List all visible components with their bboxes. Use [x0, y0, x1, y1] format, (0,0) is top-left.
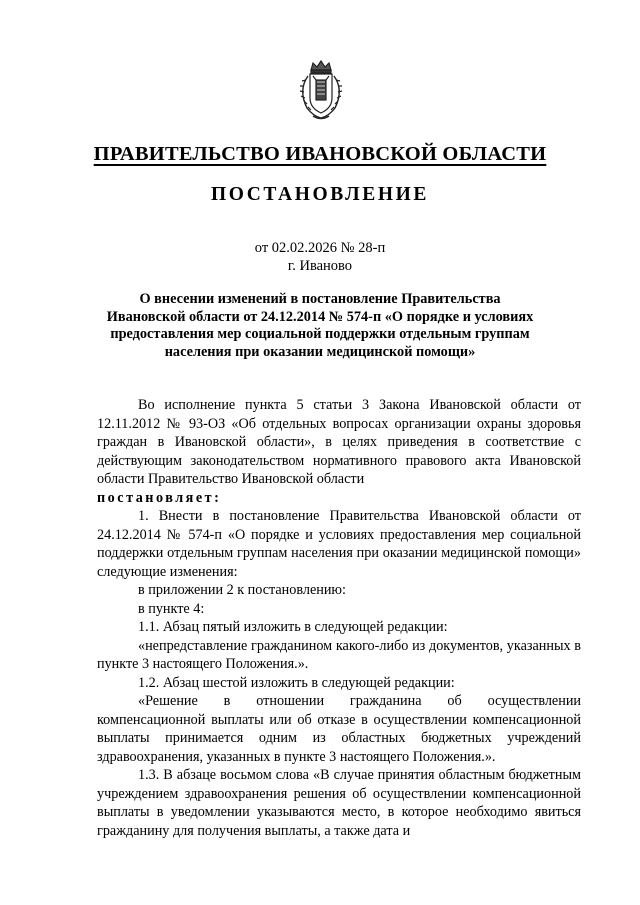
resolves-word: постановляет:: [97, 489, 222, 506]
paragraph-2: в приложении 2 к постановлению:: [138, 582, 346, 598]
paragraph-8: 1.3. В абзаце восьмом слова «В случае принятия областным бюджетным учреждением здравоохранения решения об осуществлении компенсационной выплаты в уведомлении указываются место, в которое необходимо явиться гражданину для получения выплаты, а также дата и: [97, 767, 581, 839]
document-body: [97, 396, 581, 840]
paragraph-intro: Во исполнение пункта 5 статьи 3 Закона Ивановской области от 12.11.2012 № 93-ОЗ «Об отдельных вопросах организации охраны здоровья граждан в Ивановской области», в целях приведения в соответствие с действующим законодательством нормативного правового акта Ивановской области Правительство Ивановской области: [97, 397, 581, 487]
document-type: ПОСТАНОВЛЕНИЕ: [210, 184, 430, 205]
document-title: О внесении изменений в постановление Правительства Ивановской области от 24.12.2014 № 574-п «О порядке и условиях предоставления мер социальной поддержки отдельным группам населения при оказании медицинской помощи»: [106, 291, 534, 360]
paragraph-4: 1.1. Абзац пятый изложить в следующей редакции:: [138, 619, 448, 635]
document-meta: [0, 240, 640, 275]
organization-title: ПРАВИТЕЛЬСТВО ИВАНОВСКОЙ ОБЛАСТИ: [93, 143, 547, 165]
paragraph-7: «Решение в отношении гражданина об осуществлении компенсационной выплаты или об отказе в осуществлении компенсационной выплаты принимается одним из областных бюджетных учреждений здравоохранения, указанных в пункте 3 настоящего Положения.».: [97, 693, 581, 765]
paragraph-6: 1.2. Абзац шестой изложить в следующей редакции:: [138, 674, 455, 691]
paragraph-3: в пункте 4:: [138, 600, 205, 617]
city: г. Иваново: [287, 257, 353, 274]
coat-of-arms-emblem: [293, 58, 349, 122]
paragraph-1: 1. Внести в постановление Правительства Ивановской области от 24.12.2014 № 574-п «О порядке и условиях предоставления мер социальной поддержки отдельным группам населения при оказании медицинской помощи» следующие изменения:: [97, 508, 581, 580]
date-number: от 02.02.2026 № 28-п: [254, 240, 386, 256]
paragraph-5: «непредставление гражданином какого-либо из документов, указанных в пункте 3 настоящего Положения.».: [97, 637, 581, 672]
